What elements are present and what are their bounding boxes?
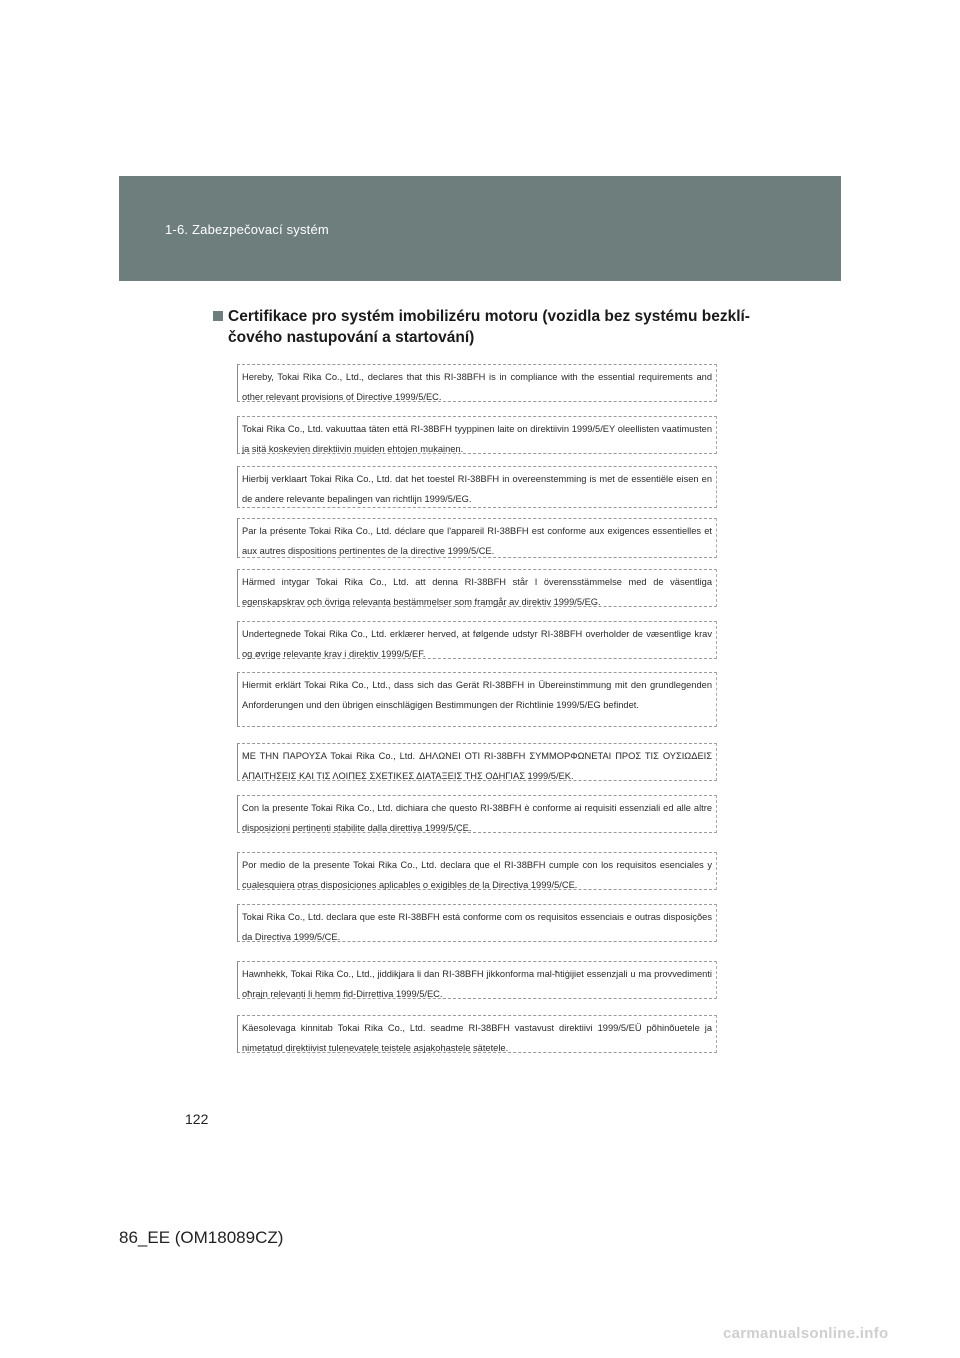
certificate-french: Par la présente Tokai Rika Co., Ltd. déclare que l'appareil RI-38BFH est conforme aux exigences essentielles et aux autres dispositions pertinentes de la directive 1999/5/CE. [237, 518, 717, 558]
watermark-logo-text: carmanualsonline.info [723, 1325, 889, 1342]
certificate-maltese: Hawnhekk, Tokai Rika Co., Ltd., jiddikjara li dan RI-38BFH jikkonforma mal-ħtiġijiet essenzjali u ma provvedimenti oħrajn relevanti li hemm fid-Dirrettiva 1999/5/EC. [237, 961, 717, 999]
certificate-portuguese: Tokai Rika Co., Ltd. declara que este RI-38BFH está conforme com os requisitos essenciais e outras disposições da Directiva 1999/5/CE. [237, 904, 717, 942]
certificate-spanish: Por medio de la presente Tokai Rika Co., Ltd. declara que el RI-38BFH cumple con los requisitos esenciales y cualesquiera otras disposiciones aplicables o exigibles de la Directiva 1999/5/CE. [237, 852, 717, 890]
section-title: 1-6. Zabezpečovací systém [165, 222, 329, 237]
certificate-greek: ΜΕ ΤΗΝ ΠΑΡΟΥΣΑ Tokai Rika Co., Ltd. ΔΗΛΩΝΕΙ ΟΤΙ RI-38BFH ΣΥΜΜΟΡΦΩΝΕΤΑΙ ΠΡΟΣ ΤΙΣ ΟΥΣΙΩΔΕΙΣ ΑΠΑΙΤΗΣΕΙΣ ΚΑΙ ΤΙΣ ΛΟΙΠΕΣ ΣΧΕΤΙΚΕΣ ΔΙΑΤΑΞΕΙΣ ΤΗΣ ΟΔΗΓΙΑΣ 1999/5/ΕΚ. [237, 743, 717, 781]
certificate-estonian: Käesolevaga kinnitab Tokai Rika Co., Ltd. seadme RI-38BFH vastavust direktiivi 1999/5/EÜ põhinõuetele ja nimetatud direktiivist tulenevatele teistele asjakohastele sätetele. [237, 1015, 717, 1053]
certificate-finnish: Tokai Rika Co., Ltd. vakuuttaa täten että RI-38BFH tyyppinen laite on direktiivin 1999/5/EY oleellisten vaatimusten ja sitä koskevien direktiivin muiden ehtojen mukainen. [237, 416, 717, 454]
certificate-danish: Undertegnede Tokai Rika Co., Ltd. erklærer herved, at følgende udstyr RI-38BFH overholder de væsentlige krav og øvrige relevante krav i direktiv 1999/5/EF. [237, 621, 717, 659]
heading-line-1: Certifikace pro systém imobilizéru motoru (vozidla bez systému bezklí- [228, 308, 750, 325]
square-bullet-icon [213, 311, 223, 321]
heading-line-2: čového nastupování a startování) [228, 329, 475, 346]
document-code: 86_EE (OM18089CZ) [119, 1228, 284, 1247]
page-number: 122 [185, 1111, 209, 1127]
certificate-swedish: Härmed intygar Tokai Rika Co., Ltd. att denna RI-38BFH står I överensstämmelse med de väsentliga egenskapskrav och övriga relevanta bestämmelser som framgår av direktiv 1999/5/EG. [237, 569, 717, 607]
certificate-german: Hiermit erklärt Tokai Rika Co., Ltd., dass sich das Gerät RI-38BFH in Übereinstimmung mit den grundlegenden Anforderungen und den übrigen einschlägigen Bestimmungen der Richtlinie 1999/5/EG befindet. [237, 672, 717, 727]
certificate-english: Hereby, Tokai Rika Co., Ltd., declares that this RI-38BFH is in compliance with the essential requirements and other relevant provisions of Directive 1999/5/EC. [237, 364, 717, 402]
certificate-italian: Con la presente Tokai Rika Co., Ltd. dichiara che questo RI-38BFH è conforme ai requisiti essenziali ed alle altre disposizioni pertinenti stabilite dalla direttiva 1999/5/CE. [237, 795, 717, 833]
chapter-header-band [119, 176, 841, 281]
page-heading [213, 306, 773, 348]
certificate-dutch: Hierbij verklaart Tokai Rika Co., Ltd. dat het toestel RI-38BFH in overeenstemming is met de essentiële eisen en de andere relevante bepalingen van richtlijn 1999/5/EG. [237, 466, 717, 508]
